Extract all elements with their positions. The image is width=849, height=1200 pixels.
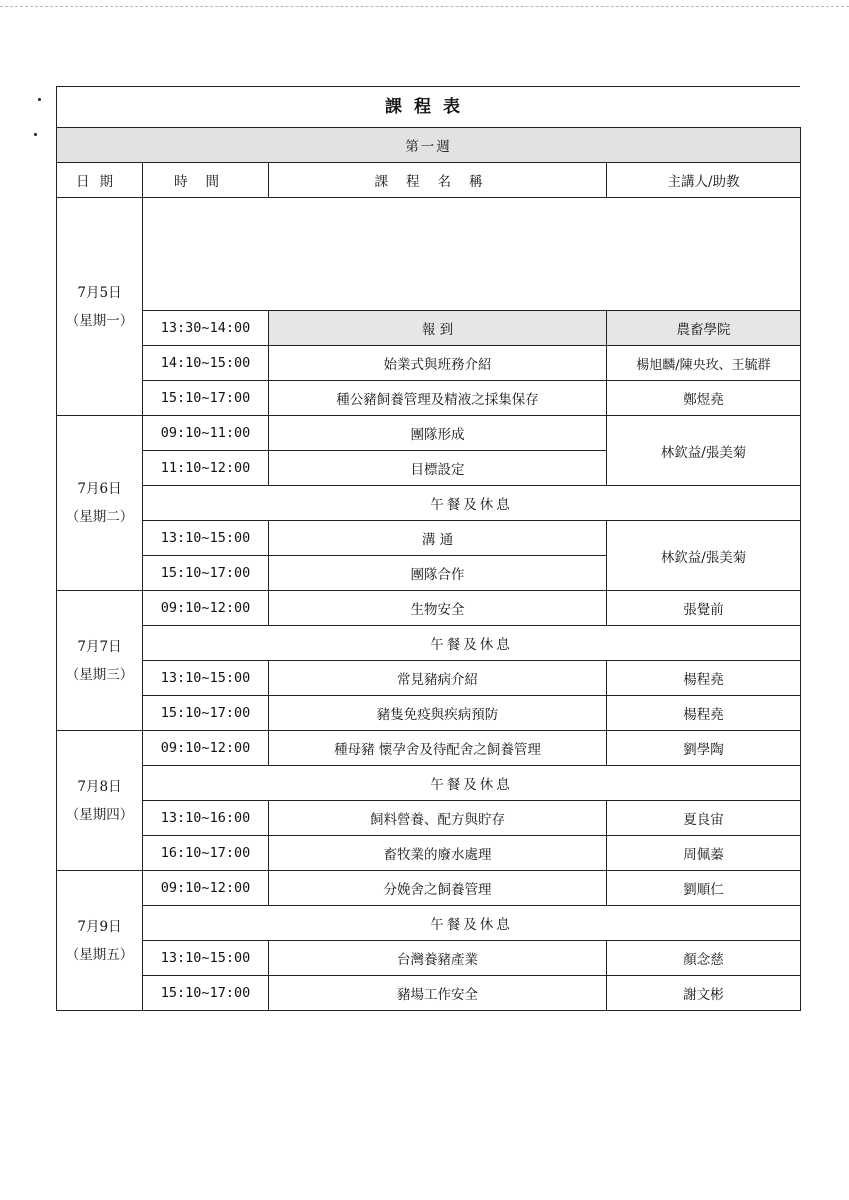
- scan-edge-line: [0, 6, 849, 7]
- session-speaker: 楊程堯: [607, 661, 801, 696]
- table-row: [57, 381, 801, 416]
- session-speaker: 農畜學院: [607, 311, 801, 346]
- header-speaker: 主講人/助教: [607, 163, 801, 198]
- session-speaker: 劉學陶: [607, 731, 801, 766]
- table-row: [57, 661, 801, 696]
- table-row: [57, 591, 801, 626]
- table-row: [57, 976, 801, 1011]
- lunch-break: 午餐及休息: [143, 626, 801, 661]
- session-time: 15:10~17:00: [143, 696, 269, 731]
- header-course: 課程名稱: [269, 163, 607, 198]
- table-row: [57, 696, 801, 731]
- page-title: 課程表: [56, 86, 800, 127]
- day-cell: [57, 731, 143, 871]
- week-label: 第一週: [57, 128, 801, 163]
- day-cell: [57, 198, 143, 416]
- lunch-break: 午餐及休息: [143, 906, 801, 941]
- session-course: 目標設定: [269, 451, 607, 486]
- scan-speck: [34, 133, 37, 136]
- scan-speck: [38, 98, 41, 101]
- table-row: [57, 521, 801, 556]
- table-row: [57, 871, 801, 906]
- session-time: 15:10~17:00: [143, 976, 269, 1011]
- session-time: 14:10~15:00: [143, 346, 269, 381]
- day-date: 7月5日: [77, 284, 122, 301]
- lunch-break: 午餐及休息: [143, 486, 801, 521]
- session-speaker: 謝文彬: [607, 976, 801, 1011]
- session-speaker: 鄭煜堯: [607, 381, 801, 416]
- day-cell: [57, 871, 143, 1011]
- session-course: 豬場工作安全: [269, 976, 607, 1011]
- table-row: [57, 731, 801, 766]
- session-course: 畜牧業的廢水處理: [269, 836, 607, 871]
- header-date: 日期: [57, 163, 143, 198]
- table-row: [57, 346, 801, 381]
- session-time: 09:10~12:00: [143, 871, 269, 906]
- session-time: 09:10~12:00: [143, 731, 269, 766]
- session-course: 種公豬飼養管理及精液之採集保存: [269, 381, 607, 416]
- day-weekday: （星期五）: [65, 946, 134, 963]
- session-time: 09:10~11:00: [143, 416, 269, 451]
- day-cell: [57, 591, 143, 731]
- header-time: 時間: [143, 163, 269, 198]
- session-course: 生物安全: [269, 591, 607, 626]
- day-date: 7月7日: [77, 638, 122, 655]
- session-speaker: 林欽益/張美菊: [607, 521, 801, 591]
- session-course: 溝 通: [269, 521, 607, 556]
- session-course: 豬隻免疫與疾病預防: [269, 696, 607, 731]
- schedule-sheet: [56, 86, 800, 1011]
- session-course: 台灣養豬產業: [269, 941, 607, 976]
- lunch-break: 午餐及休息: [143, 766, 801, 801]
- session-course: 始業式與班務介紹: [269, 346, 607, 381]
- session-time: 13:10~15:00: [143, 521, 269, 556]
- day-weekday: （星期二）: [65, 509, 134, 525]
- lunch-row: [57, 906, 801, 941]
- table-row: [57, 941, 801, 976]
- session-course: 團隊合作: [269, 556, 607, 591]
- session-speaker: 劉順仁: [607, 871, 801, 906]
- schedule-table: [56, 127, 801, 1011]
- blank-area: [143, 198, 801, 311]
- session-time: 15:10~17:00: [143, 556, 269, 591]
- table-row: [57, 311, 801, 346]
- lunch-row: [57, 626, 801, 661]
- header-row: [57, 163, 801, 198]
- session-speaker: 楊程堯: [607, 696, 801, 731]
- session-course: 飼料營養、配方與貯存: [269, 801, 607, 836]
- day-weekday: （星期一）: [65, 312, 134, 329]
- session-time: 13:10~15:00: [143, 661, 269, 696]
- day-weekday: （星期三）: [65, 666, 134, 683]
- session-time: 13:10~16:00: [143, 801, 269, 836]
- table-row: [57, 801, 801, 836]
- session-speaker: 楊旭麟/陳央玫、王毓群: [607, 346, 801, 381]
- lunch-row: [57, 486, 801, 521]
- table-row: [57, 836, 801, 871]
- day-date: 7月8日: [77, 778, 122, 795]
- session-time: 13:30~14:00: [143, 311, 269, 346]
- table-row: [57, 416, 801, 451]
- day-date: 7月6日: [77, 481, 122, 497]
- session-speaker: 張覺前: [607, 591, 801, 626]
- session-speaker: 顏念慈: [607, 941, 801, 976]
- session-course: 種母豬 懷孕舍及待配舍之飼養管理: [269, 731, 607, 766]
- lunch-row: [57, 766, 801, 801]
- day-date: 7月9日: [77, 918, 122, 935]
- session-time: 09:10~12:00: [143, 591, 269, 626]
- session-time: 16:10~17:00: [143, 836, 269, 871]
- session-time: 15:10~17:00: [143, 381, 269, 416]
- session-course: 分娩舍之飼養管理: [269, 871, 607, 906]
- session-time: 13:10~15:00: [143, 941, 269, 976]
- session-speaker: 夏良宙: [607, 801, 801, 836]
- day-cell: [57, 416, 143, 591]
- session-course: 報 到: [269, 311, 607, 346]
- session-time: 11:10~12:00: [143, 451, 269, 486]
- session-course: 常見豬病介紹: [269, 661, 607, 696]
- day-weekday: （星期四）: [65, 806, 134, 823]
- session-course: 團隊形成: [269, 416, 607, 451]
- session-speaker: 林欽益/張美菊: [607, 416, 801, 486]
- session-speaker: 周佩蓁: [607, 836, 801, 871]
